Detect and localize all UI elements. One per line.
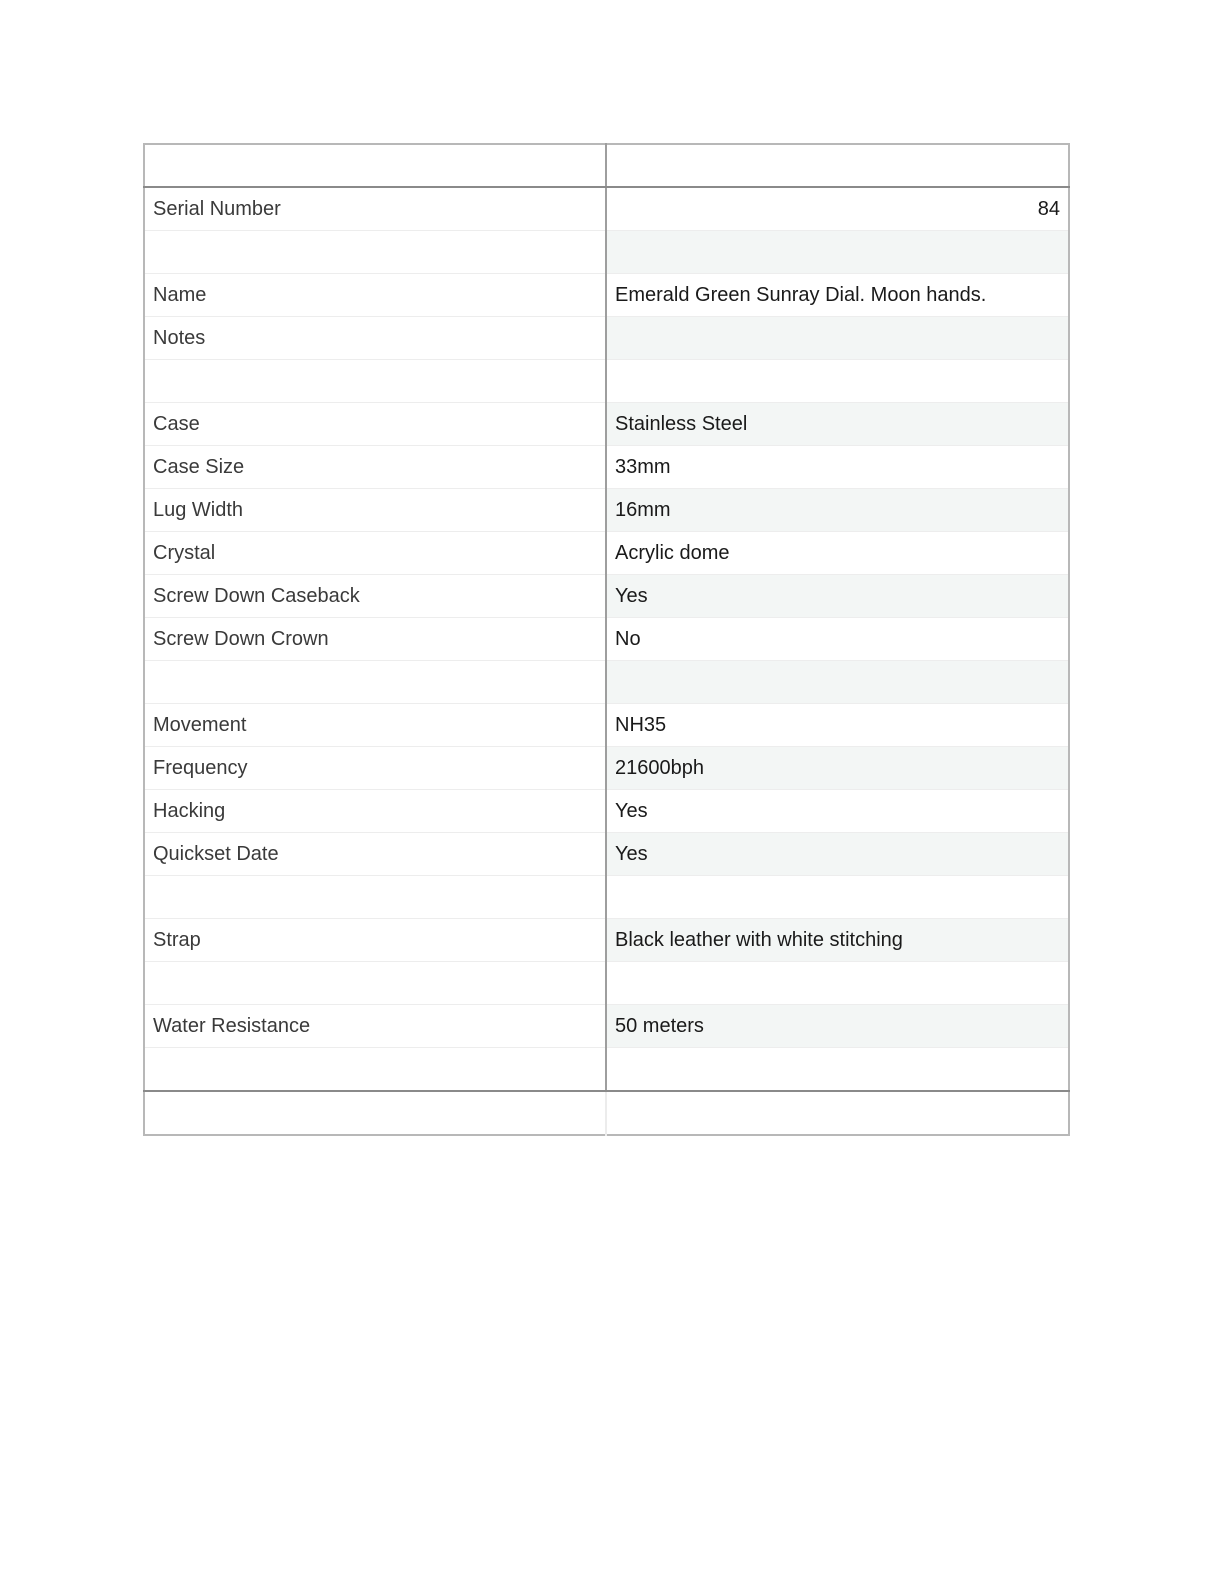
screw-down-crown-value: No (606, 618, 1069, 661)
row-movement (144, 704, 1069, 747)
screw-down-crown-label: Screw Down Crown (144, 618, 606, 661)
case-value: Stainless Steel (606, 403, 1069, 446)
quickset-date-value: Yes (606, 833, 1069, 876)
notes-value (606, 317, 1069, 360)
hacking-value: Yes (606, 790, 1069, 833)
row-quickset-date (144, 833, 1069, 876)
spacer-row (144, 360, 1069, 403)
row-notes (144, 317, 1069, 360)
row-screw-down-caseback (144, 575, 1069, 618)
footer-row (144, 1091, 1069, 1135)
water-resistance-label: Water Resistance (144, 1005, 606, 1048)
spacer-value (606, 661, 1069, 704)
strap-value: Black leather with white stitching (606, 919, 1069, 962)
spacer-label (144, 231, 606, 274)
row-water-resistance (144, 1005, 1069, 1048)
water-resistance-value: 50 meters (606, 1005, 1069, 1048)
spacer-value (606, 231, 1069, 274)
lug-width-label: Lug Width (144, 489, 606, 532)
screw-down-caseback-label: Screw Down Caseback (144, 575, 606, 618)
spacer-label (144, 962, 606, 1005)
strap-label: Strap (144, 919, 606, 962)
case-size-label: Case Size (144, 446, 606, 489)
crystal-value: Acrylic dome (606, 532, 1069, 575)
row-lug-width (144, 489, 1069, 532)
row-case-size (144, 446, 1069, 489)
serial-number-label: Serial Number (144, 187, 606, 231)
row-screw-down-crown (144, 618, 1069, 661)
footer-cell-label (144, 1091, 606, 1135)
lug-width-value: 16mm (606, 489, 1069, 532)
row-frequency (144, 747, 1069, 790)
header-row (144, 144, 1069, 187)
crystal-label: Crystal (144, 532, 606, 575)
spacer-row (144, 231, 1069, 274)
serial-number-value: 84 (606, 187, 1069, 231)
frequency-label: Frequency (144, 747, 606, 790)
spacer-label (144, 661, 606, 704)
header-cell-label (144, 144, 606, 187)
row-strap (144, 919, 1069, 962)
footer-cell-value (606, 1091, 1069, 1135)
spacer-label (144, 876, 606, 919)
name-value: Emerald Green Sunray Dial. Moon hands. (606, 274, 1069, 317)
spacer-label (144, 360, 606, 403)
case-label: Case (144, 403, 606, 446)
spacer-row (144, 876, 1069, 919)
header-cell-value (606, 144, 1069, 187)
row-crystal (144, 532, 1069, 575)
screw-down-caseback-value: Yes (606, 575, 1069, 618)
spacer-value (606, 876, 1069, 919)
spacer-value (606, 962, 1069, 1005)
row-hacking (144, 790, 1069, 833)
movement-label: Movement (144, 704, 606, 747)
spacer-label (144, 1048, 606, 1092)
quickset-date-label: Quickset Date (144, 833, 606, 876)
movement-value: NH35 (606, 704, 1069, 747)
case-size-value: 33mm (606, 446, 1069, 489)
notes-label: Notes (144, 317, 606, 360)
row-name (144, 274, 1069, 317)
spacer-row (144, 1048, 1069, 1092)
spacer-value (606, 1048, 1069, 1092)
spacer-value (606, 360, 1069, 403)
spacer-row (144, 661, 1069, 704)
row-serial-number (144, 187, 1069, 231)
watch-spec-table (143, 143, 1070, 1136)
name-label: Name (144, 274, 606, 317)
frequency-value: 21600bph (606, 747, 1069, 790)
spacer-row (144, 962, 1069, 1005)
hacking-label: Hacking (144, 790, 606, 833)
row-case (144, 403, 1069, 446)
